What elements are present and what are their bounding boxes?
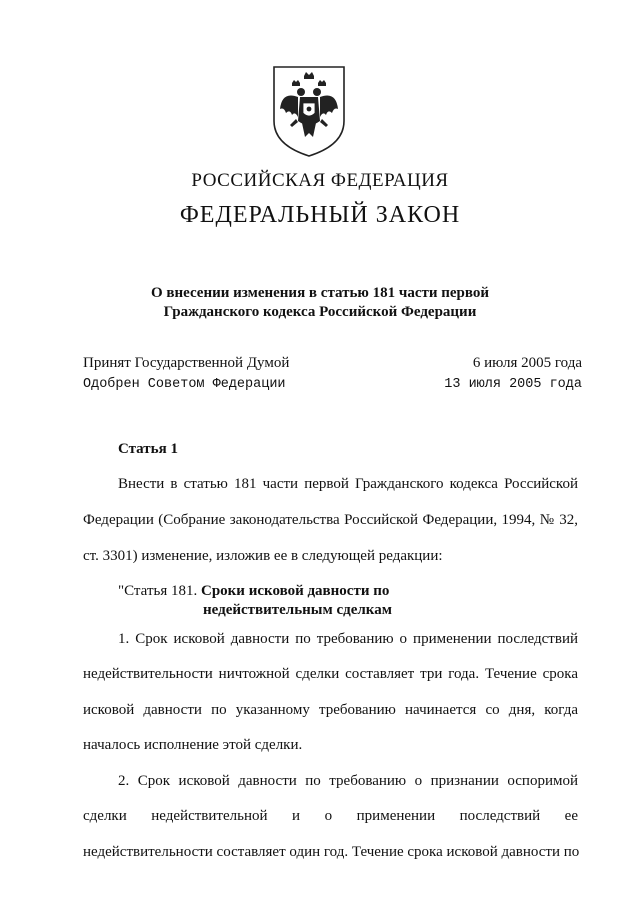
duma-adoption-row xyxy=(83,355,582,375)
point-1-line: исковой давности по указанному требованию начинается со дня, когда xyxy=(83,702,578,718)
point-2-line: сделки недействительной и о применении последствий ее xyxy=(83,808,578,824)
law-subject-line-2: Гражданского кодекса Российской Федерации xyxy=(163,304,477,320)
point-1-line: 1. Срок исковой давности по требованию о применении последствий xyxy=(118,631,578,647)
point-2-line: недействительности составляет один год. Течение срока исковой давности по xyxy=(83,844,580,860)
coat-of-arms-emblem xyxy=(268,63,350,159)
article-181-title-line-2: недействительным сделкам xyxy=(203,602,392,618)
article-181-title-line-1: Сроки исковой давности по xyxy=(200,583,390,599)
intro-line: ст. 3301) изменение, изложив ее в следующей редакции: xyxy=(83,548,443,564)
document-type-title: ФЕДЕРАЛЬНЫЙ ЗАКОН xyxy=(179,202,461,228)
article-181-prefix: "Статья 181. xyxy=(118,583,198,599)
article-181-heading xyxy=(118,582,392,620)
duma-date: 6 июля 2005 года xyxy=(472,355,582,371)
article-1-heading: Статья 1 xyxy=(118,441,178,457)
intro-line: Внести в статью 181 части первой Гражданского кодекса Российской xyxy=(118,476,578,492)
law-subject-line-1: О внесении изменения в статью 181 части первой xyxy=(150,285,490,301)
duma-label: Принят Государственной Думой xyxy=(83,355,290,371)
point-1-line: началось исполнение этой сделки. xyxy=(83,737,303,753)
council-date: 13 июля 2005 года xyxy=(444,377,582,392)
council-label: Одобрен Советом Федерации xyxy=(83,377,286,392)
country-title: РОССИЙСКАЯ ФЕДЕРАЦИЯ xyxy=(191,170,449,191)
law-subject xyxy=(0,284,640,322)
point-1-line: недействительности ничтожной сделки составляет три года. Течение срока xyxy=(83,666,578,682)
council-approval-row xyxy=(83,377,582,397)
point-2-line: 2. Срок исковой давности по требованию о признании оспоримой xyxy=(118,773,578,789)
intro-line: Федерации (Собрание законодательства Российской Федерации, 1994, № 32, xyxy=(83,512,578,528)
